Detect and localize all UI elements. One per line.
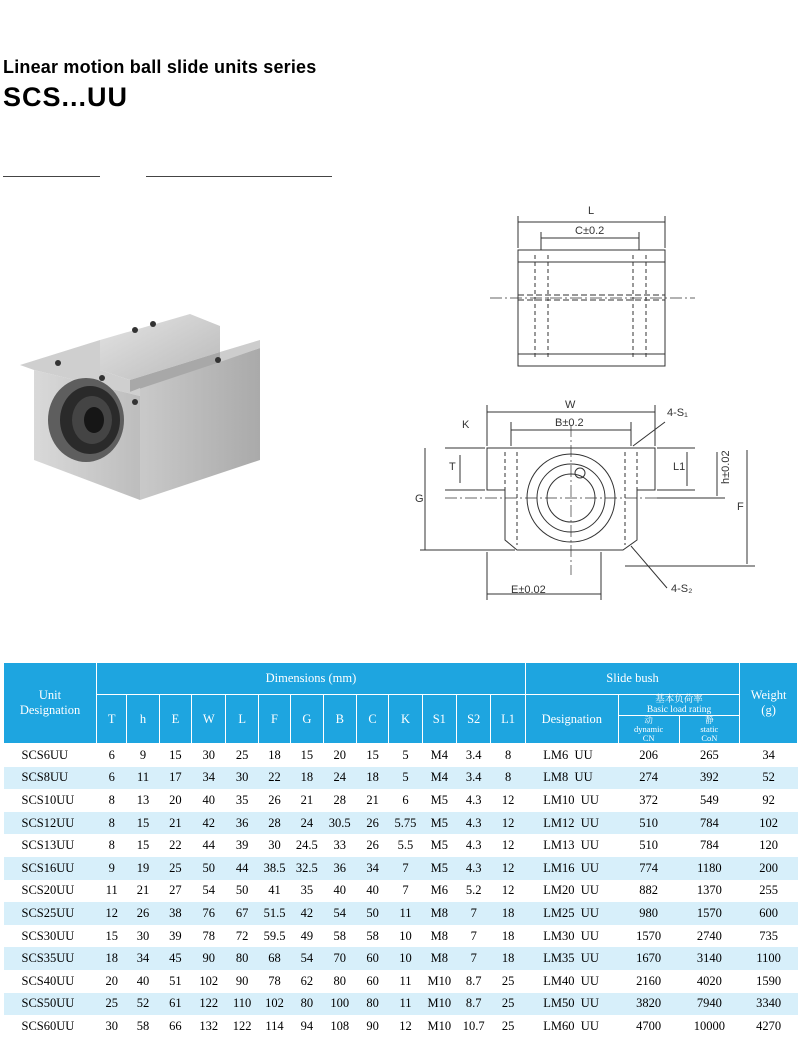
bush-designation-cell: LM12 UU <box>525 812 618 835</box>
table-row <box>4 1015 798 1038</box>
value-cell: 90 <box>192 947 226 970</box>
value-cell: 21 <box>366 792 379 807</box>
static-unit: CoN <box>701 733 718 743</box>
unit-designation-cell: SCS12UU <box>4 812 97 835</box>
value-cell: 68 <box>258 947 290 970</box>
bush-designation-cell: LM35 UU <box>525 947 618 970</box>
value-cell: 7 <box>402 883 409 898</box>
value-cell: 774 <box>618 857 679 880</box>
value-cell: 92 <box>762 792 775 807</box>
value-cell: 25 <box>501 1018 515 1033</box>
value-cell: 26 <box>127 902 159 925</box>
value-cell: 120 <box>759 838 778 853</box>
value-cell: 15 <box>105 928 118 943</box>
value-cell: M8 <box>422 902 456 925</box>
col-L1: L1 <box>491 695 525 744</box>
value-cell: 3140 <box>679 947 740 970</box>
value-cell: 17 <box>159 767 191 790</box>
value-cell: 78 <box>268 973 281 988</box>
value-cell: 42 <box>291 902 323 925</box>
static-en: static <box>700 724 719 734</box>
label-G: G <box>415 493 424 505</box>
col-B: B <box>323 695 356 744</box>
value-cell: 52 <box>740 767 798 790</box>
value-cell: 5.5 <box>397 838 414 853</box>
value-cell: 58 <box>136 1018 150 1033</box>
value-cell: 76 <box>192 902 226 925</box>
value-cell: 18 <box>491 947 525 970</box>
value-cell: 22 <box>169 838 182 853</box>
value-cell: 20 <box>333 747 346 762</box>
value-cell: 2740 <box>696 928 722 943</box>
dynamic-unit: CN <box>642 733 655 743</box>
label-T: T <box>449 461 456 473</box>
bush-designation-cell: LM30 UU <box>543 928 599 943</box>
value-cell: 60 <box>366 973 379 988</box>
value-cell: 11 <box>127 767 159 790</box>
value-cell: 3.4 <box>465 747 482 762</box>
value-cell: 38.5 <box>258 857 290 880</box>
value-cell: 8 <box>97 812 127 835</box>
value-cell: 1570 <box>636 928 662 943</box>
value-cell: 34 <box>356 857 388 880</box>
value-cell: 66 <box>169 1018 182 1033</box>
value-cell: 40 <box>333 883 346 898</box>
slide-bush-header: Slide bush <box>525 663 739 695</box>
value-cell: 72 <box>235 928 249 943</box>
value-cell: 784 <box>699 838 719 853</box>
dynamic-cn: 动 <box>644 715 653 725</box>
value-cell: M6 <box>430 883 449 898</box>
value-cell: 6 <box>108 747 115 762</box>
bush-designation-cell: LM16 UU <box>525 857 618 880</box>
value-cell: 11 <box>399 973 412 988</box>
value-cell: 1370 <box>696 883 722 898</box>
value-cell: 62 <box>300 973 314 988</box>
value-cell: 26 <box>366 838 379 853</box>
dynamic-header <box>618 716 679 744</box>
value-cell: 30 <box>136 928 150 943</box>
value-cell: 1570 <box>679 902 740 925</box>
value-cell: 5.75 <box>389 812 422 835</box>
value-cell: 5 <box>402 747 409 762</box>
col-F: F <box>258 695 290 744</box>
value-cell: 15 <box>169 747 182 762</box>
bush-designation-cell: LM40 UU <box>543 973 599 988</box>
col-L: L <box>226 695 258 744</box>
value-cell: 8 <box>108 792 115 807</box>
value-cell: 4.3 <box>465 792 482 807</box>
value-cell: 11 <box>105 883 118 898</box>
value-cell: 12 <box>501 838 515 853</box>
value-cell: 372 <box>639 792 659 807</box>
value-cell: 510 <box>639 838 659 853</box>
value-cell: 980 <box>618 902 679 925</box>
divider-left <box>3 176 100 177</box>
value-cell: 18 <box>491 902 525 925</box>
value-cell: 25 <box>159 857 191 880</box>
divider-right <box>146 176 332 177</box>
value-cell: 10 <box>389 947 422 970</box>
unit-designation-cell: SCS13UU <box>21 838 75 853</box>
value-cell: 18 <box>291 767 323 790</box>
value-cell: 25 <box>235 747 249 762</box>
value-cell: 255 <box>759 883 778 898</box>
value-cell: 78 <box>202 928 216 943</box>
top-view-drawing <box>490 216 695 366</box>
value-cell: 35 <box>235 792 249 807</box>
value-cell: 122 <box>192 993 226 1016</box>
value-cell: 67 <box>226 902 258 925</box>
unit-designation-cell: SCS10UU <box>21 792 75 807</box>
value-cell: M5 <box>430 838 449 853</box>
value-cell: 735 <box>759 928 778 943</box>
value-cell: 8 <box>504 747 512 762</box>
value-cell: 80 <box>291 993 323 1016</box>
bush-designation-cell: LM25 UU <box>525 902 618 925</box>
table-row <box>4 834 798 857</box>
value-cell: 24 <box>291 812 323 835</box>
col-S2: S2 <box>457 695 491 744</box>
value-cell: M5 <box>430 792 449 807</box>
value-cell: 30 <box>105 1018 118 1033</box>
bush-designation-cell: LM8 UU <box>525 767 618 790</box>
value-cell: 9 <box>139 747 147 762</box>
bush-designation-cell: LM50 UU <box>525 993 618 1016</box>
col-E: E <box>159 695 191 744</box>
value-cell: 10000 <box>693 1018 725 1033</box>
value-cell: 1670 <box>618 947 679 970</box>
value-cell: 3340 <box>740 993 798 1016</box>
value-cell: 26 <box>268 792 281 807</box>
value-cell: 18 <box>501 928 515 943</box>
col-T: T <box>97 695 127 744</box>
value-cell: 90 <box>235 973 249 988</box>
value-cell: M5 <box>422 812 456 835</box>
col-K: K <box>389 695 422 744</box>
unit-designation-cell: SCS16UU <box>4 857 97 880</box>
value-cell: 30.5 <box>323 812 356 835</box>
dimensions-header: Dimensions (mm) <box>97 663 526 695</box>
value-cell: 94 <box>300 1018 314 1033</box>
value-cell: 265 <box>699 747 719 762</box>
value-cell: 15 <box>300 747 314 762</box>
value-cell: 102 <box>258 993 290 1016</box>
value-cell: 25 <box>97 993 127 1016</box>
value-cell: 51 <box>169 973 182 988</box>
front-view-drawing <box>420 405 755 600</box>
bush-designation-cell: LM60 UU <box>543 1018 599 1033</box>
value-cell: 102 <box>740 812 798 835</box>
value-cell: 8 <box>108 838 115 853</box>
value-cell: 102 <box>199 973 219 988</box>
table-row <box>4 812 798 835</box>
value-cell: 32.5 <box>291 857 323 880</box>
value-cell: 11 <box>389 993 422 1016</box>
dimension-drawing <box>405 200 785 610</box>
value-cell: 12 <box>491 857 525 880</box>
value-cell: 39 <box>169 928 182 943</box>
value-cell: 510 <box>618 812 679 835</box>
value-cell: 34 <box>192 767 226 790</box>
designation-header: Designation <box>525 695 618 744</box>
col-C: C <box>356 695 388 744</box>
value-cell: 50 <box>192 857 226 880</box>
value-cell: 19 <box>127 857 159 880</box>
value-cell: 40 <box>202 792 216 807</box>
value-cell: 49 <box>300 928 314 943</box>
value-cell: 24 <box>323 767 356 790</box>
value-cell: 122 <box>232 1018 252 1033</box>
col-h: h <box>127 695 159 744</box>
value-cell: 15 <box>127 812 159 835</box>
value-cell: 15 <box>366 747 379 762</box>
bush-designation-cell: LM20 UU <box>543 883 599 898</box>
value-cell: 40 <box>366 883 379 898</box>
basic-load-header <box>618 695 739 716</box>
value-cell: 7 <box>389 857 422 880</box>
unit-designation-cell: SCS40UU <box>21 973 75 988</box>
value-cell: 58 <box>333 928 346 943</box>
value-cell: M10 <box>422 993 456 1016</box>
label-h: h±0.02 <box>720 450 732 484</box>
value-cell: 12 <box>97 902 127 925</box>
value-cell: 28 <box>333 792 346 807</box>
value-cell: 600 <box>740 902 798 925</box>
value-cell: 50 <box>356 902 388 925</box>
dynamic-en: dynamic <box>634 724 664 734</box>
value-cell: 7 <box>470 928 477 943</box>
value-cell: 7 <box>457 947 491 970</box>
value-cell: 3820 <box>618 993 679 1016</box>
value-cell: 6 <box>97 767 127 790</box>
value-cell: 9 <box>97 857 127 880</box>
value-cell: 4700 <box>636 1018 662 1033</box>
value-cell: 34 <box>762 747 775 762</box>
value-cell: M8 <box>430 928 449 943</box>
value-cell: M4 <box>422 767 456 790</box>
value-cell: 114 <box>265 1018 284 1033</box>
table-row <box>4 925 798 948</box>
bush-designation-cell: LM13 UU <box>543 838 599 853</box>
value-cell: 59.5 <box>263 928 286 943</box>
col-S1: S1 <box>422 695 456 744</box>
label-C: C±0.2 <box>575 225 605 237</box>
value-cell: 80 <box>226 947 258 970</box>
value-cell: 21 <box>136 883 150 898</box>
value-cell: 206 <box>639 747 659 762</box>
value-cell: 15 <box>136 838 150 853</box>
value-cell: 200 <box>740 857 798 880</box>
value-cell: 108 <box>330 1018 350 1033</box>
value-cell: 33 <box>333 838 346 853</box>
value-cell: M10 <box>427 1018 452 1033</box>
value-cell: 1180 <box>679 857 740 880</box>
specification-rows <box>4 744 798 1038</box>
value-cell: 7940 <box>679 993 740 1016</box>
value-cell: 10 <box>399 928 412 943</box>
basic-load-en: Basic load rating <box>646 705 712 715</box>
value-cell: 12 <box>399 1018 412 1033</box>
table-row <box>4 857 798 880</box>
value-cell: 30 <box>268 838 281 853</box>
col-W: W <box>192 695 226 744</box>
unit-designation-cell: SCS60UU <box>21 1018 75 1033</box>
value-cell: 4.3 <box>457 857 491 880</box>
col-G: G <box>291 695 323 744</box>
label-E: E±0.02 <box>511 584 546 596</box>
value-cell: 80 <box>333 973 346 988</box>
value-cell: 100 <box>323 993 356 1016</box>
value-cell: 2160 <box>636 973 662 988</box>
value-cell: 70 <box>323 947 356 970</box>
table-row <box>4 880 798 903</box>
label-B: B±0.2 <box>555 417 584 429</box>
value-cell: 12 <box>491 812 525 835</box>
unit-designation-cell: SCS30UU <box>21 928 75 943</box>
value-cell: 20 <box>169 792 182 807</box>
value-cell: 36 <box>323 857 356 880</box>
value-cell: 12 <box>501 792 515 807</box>
value-cell: 1100 <box>740 947 798 970</box>
table-row <box>4 902 798 925</box>
value-cell: 30 <box>202 747 216 762</box>
value-cell: 44 <box>202 838 216 853</box>
unit-designation-header: Unit Designation <box>4 663 97 744</box>
slide-unit-photo <box>20 300 270 510</box>
label-W: W <box>565 399 576 411</box>
value-cell: 28 <box>258 812 290 835</box>
table-row <box>4 970 798 993</box>
table-row <box>4 767 798 790</box>
value-cell: 54 <box>323 902 356 925</box>
value-cell: 60 <box>356 947 388 970</box>
value-cell: 54 <box>202 883 216 898</box>
unit-designation-cell: SCS35UU <box>4 947 97 970</box>
value-cell: 39 <box>235 838 249 853</box>
value-cell: 392 <box>679 767 740 790</box>
value-cell: 11 <box>389 902 422 925</box>
value-cell: 4020 <box>696 973 722 988</box>
value-cell: 3.4 <box>457 767 491 790</box>
value-cell: M10 <box>427 973 452 988</box>
value-cell: 1590 <box>756 973 782 988</box>
bush-designation-cell: LM10 UU <box>543 792 599 807</box>
static-cn: 静 <box>705 715 714 725</box>
value-cell: 52 <box>127 993 159 1016</box>
table-row <box>4 947 798 970</box>
value-cell: 58 <box>366 928 379 943</box>
value-cell: 784 <box>679 812 740 835</box>
value-cell: 4.3 <box>465 838 482 853</box>
value-cell: 35 <box>300 883 314 898</box>
label-K: K <box>462 419 470 431</box>
value-cell: M4 <box>430 747 449 762</box>
value-cell: 5.2 <box>465 883 482 898</box>
value-cell: 27 <box>169 883 182 898</box>
label-L1: L1 <box>673 461 686 473</box>
value-cell: 20 <box>105 973 118 988</box>
series-title: SCS...UU <box>3 82 129 112</box>
specification-table <box>3 662 798 1038</box>
value-cell: 54 <box>291 947 323 970</box>
unit-designation-cell: SCS20UU <box>21 883 75 898</box>
value-cell: 40 <box>136 973 150 988</box>
value-cell: 61 <box>159 993 191 1016</box>
value-cell: 22 <box>258 767 290 790</box>
value-cell: 8 <box>491 767 525 790</box>
value-cell: 36 <box>226 812 258 835</box>
value-cell: 7 <box>457 902 491 925</box>
value-cell: 18 <box>268 747 281 762</box>
value-cell: 21 <box>300 792 314 807</box>
label-F: F <box>737 501 744 513</box>
value-cell: 274 <box>618 767 679 790</box>
value-cell: 8.7 <box>457 993 491 1016</box>
value-cell: 90 <box>366 1018 379 1033</box>
value-cell: 5 <box>389 767 422 790</box>
value-cell: 25 <box>491 993 525 1016</box>
value-cell: 882 <box>639 883 659 898</box>
value-cell: 51.5 <box>258 902 290 925</box>
table-row <box>4 789 798 812</box>
value-cell: 34 <box>127 947 159 970</box>
value-cell: M5 <box>422 857 456 880</box>
value-cell: 45 <box>159 947 191 970</box>
value-cell: 18 <box>97 947 127 970</box>
value-cell: 42 <box>192 812 226 835</box>
table-row <box>4 993 798 1016</box>
value-cell: 21 <box>159 812 191 835</box>
value-cell: 80 <box>356 993 388 1016</box>
value-cell: 38 <box>159 902 191 925</box>
unit-designation-cell: SCS8UU <box>4 767 97 790</box>
value-cell: 30 <box>226 767 258 790</box>
unit-designation-cell: SCS6UU <box>21 747 69 762</box>
value-cell: 44 <box>226 857 258 880</box>
value-cell: 13 <box>136 792 150 807</box>
weight-header: Weight (g) <box>740 663 798 744</box>
bush-designation-cell: LM6 UU <box>543 747 593 762</box>
label-L: L <box>588 205 595 217</box>
value-cell: 4.3 <box>457 812 491 835</box>
unit-designation-cell: SCS25UU <box>4 902 97 925</box>
value-cell: 132 <box>199 1018 219 1033</box>
value-cell: 6 <box>402 792 409 807</box>
basic-load-cn: 基本负荷率 <box>655 695 703 705</box>
value-cell: 12 <box>501 883 515 898</box>
value-cell: 549 <box>699 792 719 807</box>
value-cell: 41 <box>268 883 281 898</box>
value-cell: 26 <box>356 812 388 835</box>
series-subtitle: Linear motion ball slide units series <box>3 57 317 77</box>
label-S2: 4-S₂ <box>671 583 693 595</box>
value-cell: 110 <box>226 993 258 1016</box>
value-cell: 10.7 <box>462 1018 485 1033</box>
unit-designation-cell: SCS50UU <box>4 993 97 1016</box>
value-cell: 25 <box>501 973 515 988</box>
value-cell: 24.5 <box>295 838 318 853</box>
value-cell: 8.7 <box>465 973 482 988</box>
value-cell: 4270 <box>756 1018 782 1033</box>
static-header <box>679 716 740 744</box>
label-S1: 4-S₁ <box>667 407 688 419</box>
value-cell: 18 <box>356 767 388 790</box>
value-cell: 50 <box>235 883 249 898</box>
table-row <box>4 744 798 767</box>
value-cell: M8 <box>422 947 456 970</box>
